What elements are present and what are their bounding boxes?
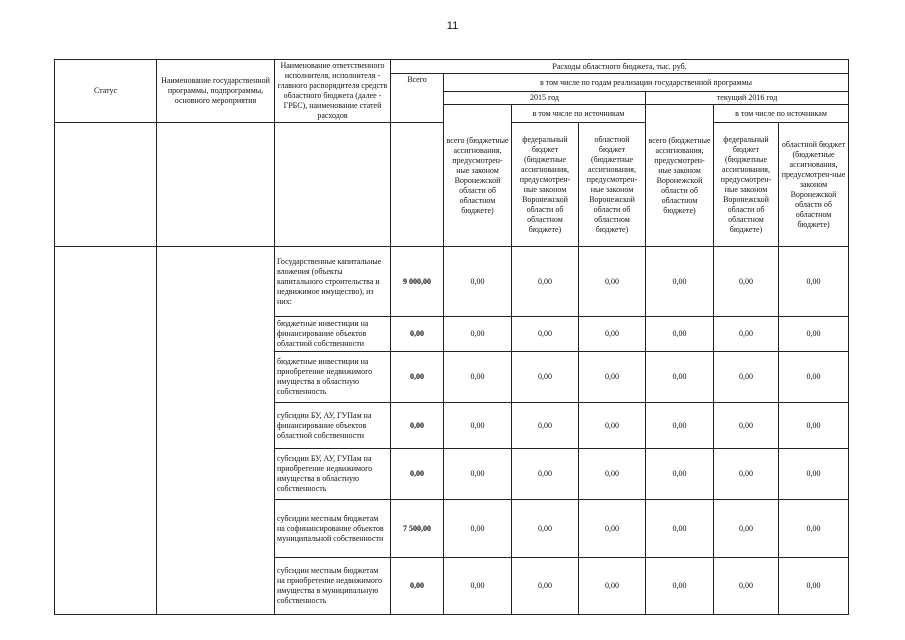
row-name: Государственные капитальные вложения (объекты капитального строительства и недвижимое имущество), из них: [275, 247, 391, 317]
row-name: субсидии местным бюджетам на софинансирование объектов муниципальной собственности [275, 500, 391, 558]
header-year-2015: 2015 год [444, 92, 646, 105]
header-all-2015: всего (бюджетные ассигнования, предусмотрен-ные законом Воронежской области об областном бюджете) [444, 105, 512, 247]
row-value: 0,00 [714, 500, 779, 558]
row-value: 0,00 [779, 247, 849, 317]
header-year-2016: текущий 2016 год [646, 92, 849, 105]
header-by-years: в том числе по годам реализации государственной программы [444, 74, 849, 92]
header-federal-2016: федеральный бюджет (бюджетные ассигнования, предусмотрен-ные законом Воронежской области об областном бюджете) [714, 123, 779, 247]
row-value: 0,00 [512, 352, 579, 403]
row-value: 0,00 [579, 558, 646, 615]
row-total: 7 500,00 [391, 500, 444, 558]
header-federal-2015: федеральный бюджет (бюджетные ассигнования, предусмотрен-ные законом Воронежской области об областном бюджете) [512, 123, 579, 247]
row-value: 0,00 [512, 403, 579, 449]
row-value: 0,00 [444, 403, 512, 449]
row-value: 0,00 [579, 247, 646, 317]
header-executor: Наименование ответственного исполнителя, исполнителя - главного распорядителя средств областного бюджета (далее - ГРБС), наименование статей расходов [275, 60, 391, 123]
row-value: 0,00 [512, 500, 579, 558]
header-filler-status [55, 123, 157, 247]
row-total: 9 000,00 [391, 247, 444, 317]
row-value: 0,00 [714, 403, 779, 449]
header-sources-2016: в том числе по источникам [714, 105, 849, 123]
row-value: 0,00 [444, 247, 512, 317]
row-total: 0,00 [391, 449, 444, 500]
row-value: 0,00 [646, 352, 714, 403]
page-number: 11 [446, 20, 459, 32]
row-value: 0,00 [714, 558, 779, 615]
row-total: 0,00 [391, 558, 444, 615]
row-value: 0,00 [444, 352, 512, 403]
row-value: 0,00 [579, 317, 646, 352]
header-program: Наименование государственной программы, подпрограммы, основного мероприятия [157, 60, 275, 123]
status-cell [55, 247, 157, 615]
row-value: 0,00 [779, 317, 849, 352]
row-value: 0,00 [579, 449, 646, 500]
header-regional-2016: областной бюджет (бюджетные ассигнования, предусмотрен-ные законом Воронежской области об областном бюджете) [779, 123, 849, 247]
row-value: 0,00 [646, 449, 714, 500]
row-value: 0,00 [779, 449, 849, 500]
program-cell [157, 247, 275, 615]
row-value: 0,00 [646, 247, 714, 317]
row-name: субсидии БУ, АУ, ГУПам на приобретение недвижимого имущества в областную собственность [275, 449, 391, 500]
header-filler-program [157, 123, 275, 247]
row-name: субсидии местным бюджетам на приобретение недвижимого имущества в муниципальную собственность [275, 558, 391, 615]
row-value: 0,00 [444, 558, 512, 615]
row-value: 0,00 [646, 317, 714, 352]
header-status: Статус [55, 60, 157, 123]
row-value: 0,00 [714, 317, 779, 352]
row-value: 0,00 [714, 352, 779, 403]
row-value: 0,00 [579, 403, 646, 449]
row-value: 0,00 [512, 317, 579, 352]
header-filler-total [391, 123, 444, 247]
header-expenses: Расходы областного бюджета, тыс. руб. [391, 60, 849, 74]
header-all-2016: всего (бюджетные ассигнования, предусмотрен-ные законом Воронежской области об областном бюджете) [646, 105, 714, 247]
row-value: 0,00 [779, 558, 849, 615]
row-value: 0,00 [444, 317, 512, 352]
header-total: Всего [391, 74, 444, 123]
row-value: 0,00 [646, 558, 714, 615]
row-value: 0,00 [779, 403, 849, 449]
row-value: 0,00 [714, 449, 779, 500]
row-value: 0,00 [579, 352, 646, 403]
row-value: 0,00 [646, 403, 714, 449]
row-name: субсидии БУ, АУ, ГУПам на финансирование объектов областной собственности [275, 403, 391, 449]
row-total: 0,00 [391, 317, 444, 352]
row-value: 0,00 [779, 352, 849, 403]
row-value: 0,00 [512, 558, 579, 615]
row-value: 0,00 [444, 449, 512, 500]
row-value: 0,00 [714, 247, 779, 317]
row-value: 0,00 [579, 500, 646, 558]
row-value: 0,00 [646, 500, 714, 558]
row-name: бюджетные инвестиции на финансирование объектов областной собственности [275, 317, 391, 352]
row-value: 0,00 [779, 500, 849, 558]
row-value: 0,00 [512, 449, 579, 500]
header-filler-executor [275, 123, 391, 247]
budget-table [54, 59, 849, 615]
row-value: 0,00 [512, 247, 579, 317]
header-sources-2015: в том числе по источникам [512, 105, 646, 123]
row-name: бюджетные инвестиции на приобретение недвижимого имущества в областную собственность [275, 352, 391, 403]
header-regional-2015: областной бюджет (бюджетные ассигнования, предусмотрен-ные законом Воронежской области об областном бюджете) [579, 123, 646, 247]
row-value: 0,00 [444, 500, 512, 558]
row-total: 0,00 [391, 352, 444, 403]
row-total: 0,00 [391, 403, 444, 449]
